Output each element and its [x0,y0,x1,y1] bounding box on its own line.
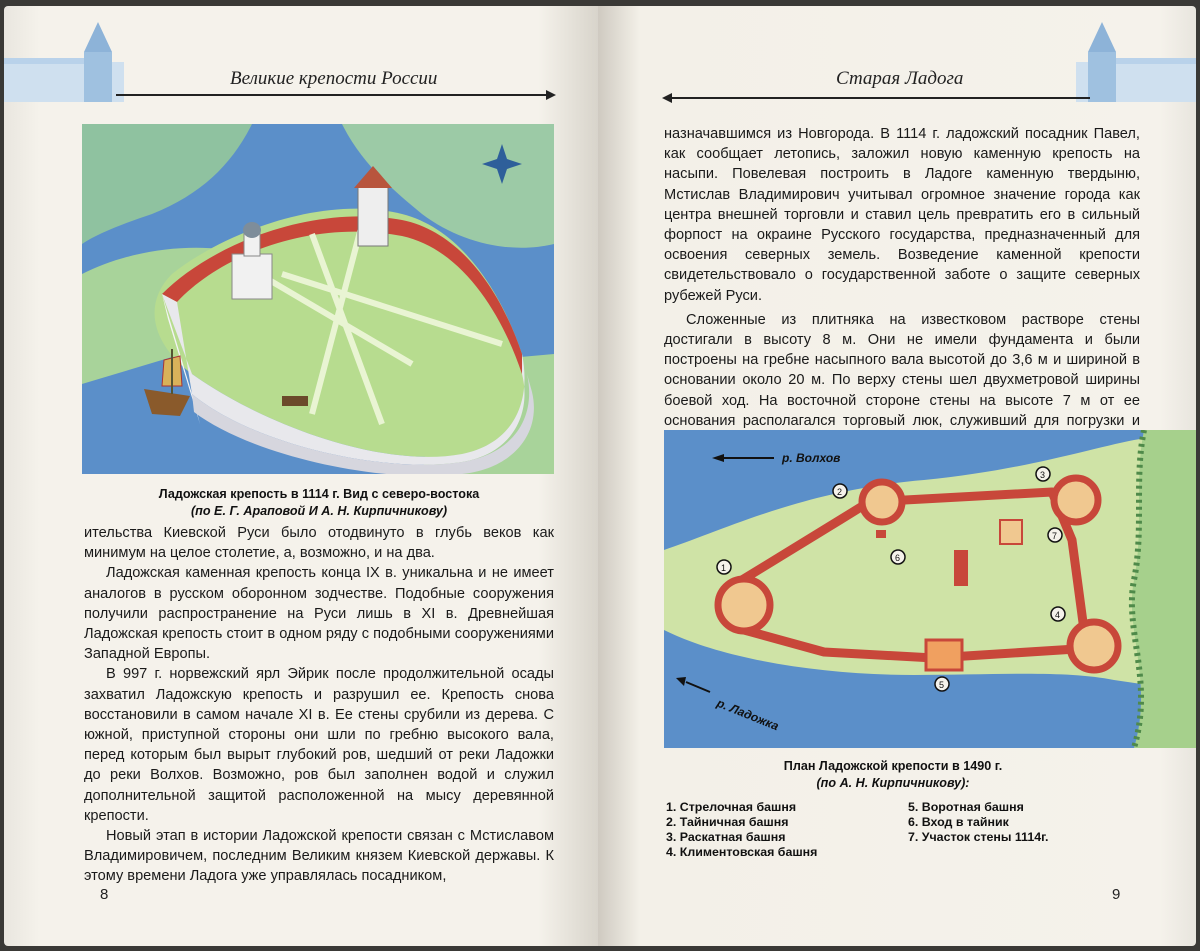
map-marker-4: 4 [1055,610,1061,620]
left-page-number: 8 [100,886,109,903]
right-body-text [664,124,1140,451]
left-paragraph-3: В 997 г. норвежский ярл Эйрик после продолжительной осады захватил Ладожскую крепость и разрушил ее. Крепость снова восстановили в самом начале XI в. Ее стены срубили из дерева. С южной, приступной стороны они шли по гребню высокого вала, перед которым был вырыт глубокий ров, шедший от реки Ладожки до реки Волхов. Возможно, ров был заполнен водой и служил дополнительной защитой расположенной на мысу деревянной крепости. [84,666,554,824]
left-page [4,6,598,946]
right-page [598,6,1196,946]
left-header-arrow [546,90,556,100]
legend-item-4: 4. Климентовская башня [666,845,818,859]
left-body-text [84,523,554,887]
plan-caption-line2: (по А. Н. Кирпичникову): [816,776,970,790]
right-header-rule [670,97,1090,99]
fortress-plan-map [664,430,1196,748]
legend-item-5: 5. Воротная башня [908,800,1024,814]
left-paragraph-1: ительства Киевской Руси было отодвинуто в глубь веков как минимум на целое столетие, а, возможно, и на два. [84,525,554,562]
legend-left [666,800,817,860]
left-paragraph-4: Новый этап в истории Ладожской крепости связан с Мстиславом Владимировичем, последним Великим князем Киевской державы. К этому времени Ладога уже управлялась посадником, [84,828,554,885]
tower-decoration-icon [4,22,124,102]
plan-caption [698,758,1088,792]
left-header-title: Великие крепости России [230,68,438,89]
left-figure-caption-line1: Ладожская крепость в 1114 г. Вид с северо-востока [158,487,480,501]
legend-item-2: 2. Тайничная башня [666,815,789,829]
tower-decoration-icon [1076,22,1196,102]
map-marker-7: 7 [1052,531,1058,541]
map-marker-1: 1 [721,563,727,573]
right-paragraph-2: Сложенные из плитняка на известковом растворе стены достигали в высоту 8 м. Они не имели фундамента и были построены на гребне насыпного вала высотой до 3,6 м и шириной в основании около 20 м. По верху стены шел двухметровой ширины боевой ход. На восточной стороне стены на высоте 7 м от ее основания располагался торговый люк, служивший для погрузки и [664,311,1140,429]
map-marker-6: 6 [895,553,901,563]
right-header-title: Старая Ладога [836,68,964,89]
legend-item-1: 1. Стрелочная башня [666,800,797,814]
left-header-rule [116,94,548,96]
legend-item-7: 7. Участок стены 1114г. [908,830,1049,844]
legend-item-3: 3. Раскатная башня [666,830,786,844]
map-marker-5: 5 [939,680,945,690]
right-paragraph-1: назначавшимся из Новгорода. В 1114 г. ладожский посадник Павел, как сообщает летопись, заложил новую каменную крепость на насыпи. Повелевая построить в Ладоге каменную твердыню, Мстислав Владимирович учитывал огромное значение города как центра внешней торговли и ставил цель превратить его в сильный форпост на окраине Русского государства, предназначенный для освоения северных земель. Возведение каменной крепости свидетельствовало о государственной заботе о защите северных рубежей Руси. [664,126,1140,304]
map-marker-3: 3 [1040,470,1046,480]
river-ladozhka-label: р. Ладожка [714,695,781,734]
river-volkhov-label: р. Волхов [782,451,841,465]
plan-caption-line1: План Ладожской крепости в 1490 г. [783,759,1003,773]
legend-right [908,800,1049,845]
legend-item-6: 6. Вход в тайник [908,815,1009,829]
fortress-illustration [82,124,554,474]
left-figure-caption [84,486,554,520]
map-marker-2: 2 [837,487,843,497]
right-page-number: 9 [1112,886,1121,903]
left-paragraph-2: Ладожская каменная крепость конца IX в. уникальна и не имеет аналогов в русском оборонном зодчестве. Подобные сооружения получили распространение на Руси лишь в XI в. Древнейшая Ладожская крепость стоит в одном ряду с подобными сооружениями Западной Европы. [84,565,554,663]
left-figure-caption-line2: (по Е. Г. Араповой И А. Н. Кирпичникову) [190,504,448,518]
